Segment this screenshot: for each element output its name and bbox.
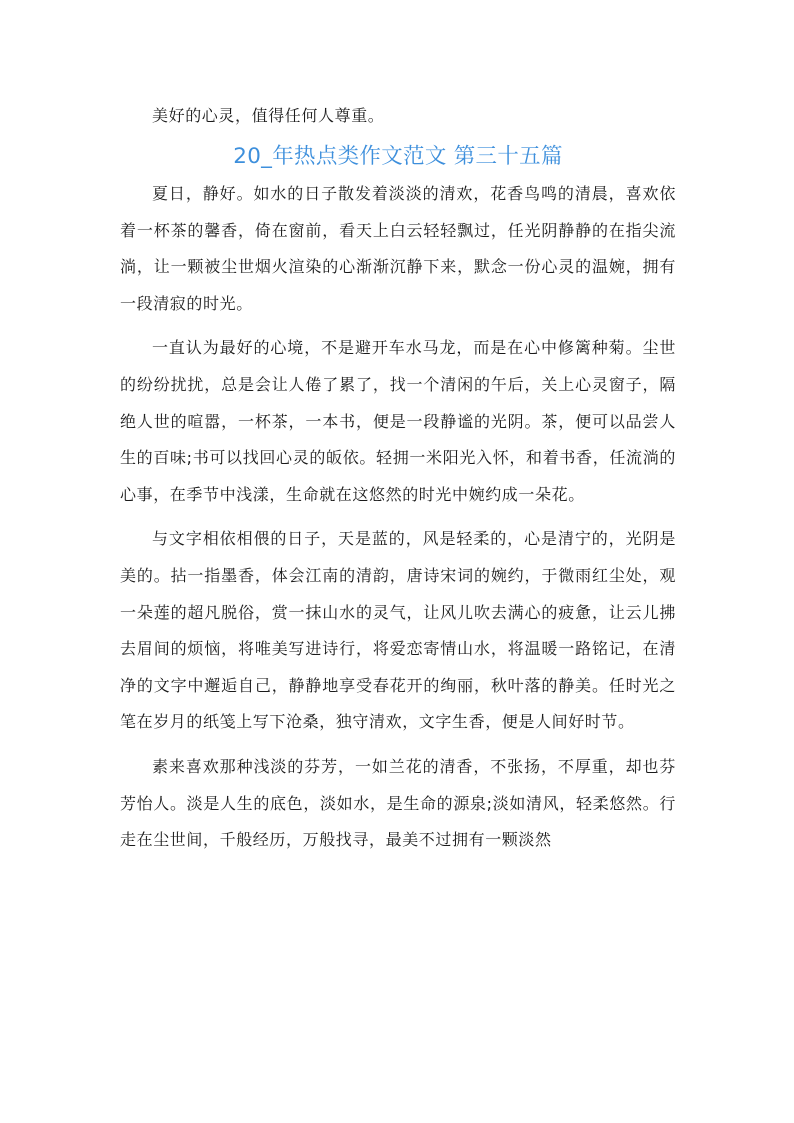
paragraph-2: 一直认为最好的心境，不是避开车水马龙，而是在心中修篱种菊。尘世的纷纷扰扰，总是会让人倦了累了，找一个清闲的午后，关上心灵窗子，隔绝人世的喧嚣，一杯茶，一本书，便是一段静谧的光阴。茶，便可以品尝人生的百味;书可以找回心灵的皈依。轻拥一米阳光入怀，和着书香，任流淌的心事，在季节中浅漾，生命就在这悠然的时光中婉约成一朵花。 bbox=[120, 338, 676, 504]
document-body bbox=[120, 98, 676, 859]
paragraph-4: 素来喜欢那种浅淡的芬芳，一如兰花的清香，不张扬，不厚重，却也芬芳怡人。淡是人生的底色，淡如水，是生命的源泉;淡如清风，轻柔悠然。行走在尘世间，千般经历，万般找寻，最美不过拥有一颗淡然 bbox=[120, 756, 676, 850]
lead-fragment: 美好的心灵，值得任何人尊重。 bbox=[152, 106, 385, 125]
article-heading: 20_年热点类作文范文 第三十五篇 bbox=[233, 144, 563, 169]
paragraph-1: 夏日，静好。如水的日子散发着淡淡的清欢，花香鸟鸣的清晨，喜欢依着一杯茶的馨香，倚在窗前，看天上白云轻轻飘过，任光阴静静的在指尖流淌，让一颗被尘世烟火渲染的心渐渐沉静下来，默念一份心灵的温婉，拥有一段清寂的时光。 bbox=[120, 184, 676, 313]
paragraph-3: 与文字相依相偎的日子，天是蓝的，风是轻柔的，心是清宁的，光阴是美的。拈一指墨香，体会江南的清韵，唐诗宋词的婉约，于微雨红尘处，观一朵莲的超凡脱俗，赏一抹山水的灵气，让风儿吹去满心的疲惫，让云儿拂去眉间的烦恼，将唯美写进诗行，将爱恋寄情山水，将温暖一路铭记，在清净的文字中邂逅自己，静静地享受春花开的绚丽，秋叶落的静美。任时光之笔在岁月的纸笺上写下沧桑，独守清欢，文字生香，便是人间好时节。 bbox=[120, 529, 676, 732]
paragraph-gap bbox=[120, 513, 676, 521]
paragraph-gap bbox=[120, 322, 676, 330]
paragraph-gap bbox=[120, 741, 676, 749]
